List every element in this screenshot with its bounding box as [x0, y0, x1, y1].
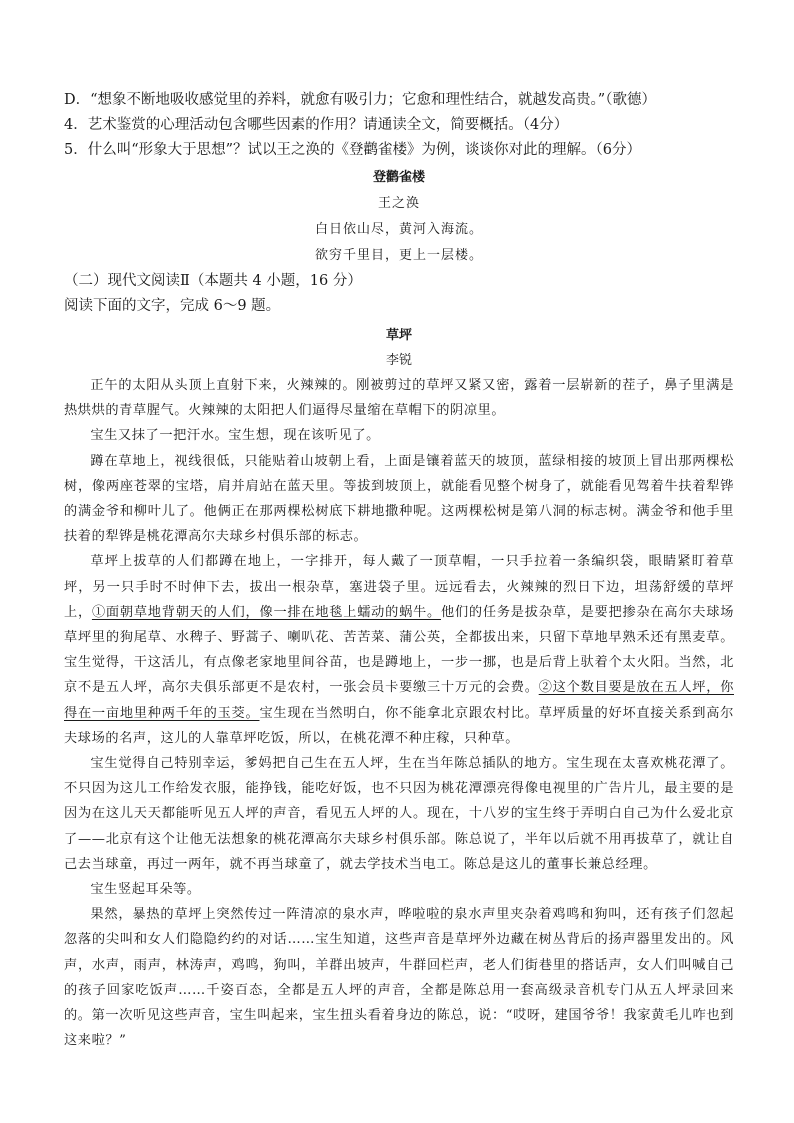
paragraph-text: 宝生现在当然明白，你不能拿北京跟农村比。草坪质量的好坏直接关系到高尔夫球场的名声，这儿的人靠草坪吃饭，所以，在桃花潭不种庄稼，只种草。 — [64, 705, 734, 746]
question-option-d: D．“想象不断地吸收感觉里的养料，就愈有吸引力；它愈和理性结合，就越发高贵。”（歌德） — [64, 92, 656, 108]
article-author: 李锐 — [385, 353, 412, 368]
question-4: 4．艺术鉴赏的心理活动包含哪些因素的作用？请通读全文，简要概括。（4分） — [64, 117, 569, 133]
article-title: 草坪 — [385, 328, 412, 343]
article-paragraph: 果然，暴热的草坪上突然传过一阵清凉的泉水声，哗啦啦的泉水声里夹杂着鸡鸣和狗叫，还有孩子们忽起忽落的尖叫和女人们隐隐约约的对话……宝生知道，这些声音是草坪外边藏在树丛背后的扬声器里发出的。风声，水声，雨声，林涛声，鸡鸣，狗叫，羊群出坡声，牛群回栏声，老人们街巷里的搭话声，女人们叫喊自己的孩子回家吃饭声……千姿百态，全都是五人坪的声音，全都是陈总用一套高级录音机专门从五人坪录回来的。第一次听见这些声音，宝生叫起来，宝生扭头看着身边的陈总，说：“哎呀，建国爷爷！我家黄毛儿咋也到这来啦？” — [64, 907, 734, 1049]
underlined-sentence-2: ②这个数目要是放在五人坪，你得在一亩地里种两千年的玉茭。 — [64, 680, 734, 721]
poem-author: 王之涣 — [377, 196, 420, 211]
article-paragraph — [64, 549, 734, 751]
poem-title: 登鹳雀楼 — [372, 170, 425, 185]
underlined-sentence-1: ①面朝草地背朝天的人们，像一排在地毯上蠕动的蜗牛。 — [91, 604, 441, 620]
section-instruction: 阅读下面的文字，完成 6～9 题。 — [64, 298, 281, 314]
paragraph-text: 草坪上拔草的人们都蹲在地上，一字排开，每人戴了一顶草帽，一只手拉着一条编织袋，眼睛紧盯着草坪，另一只手时不时伸下去，拔出一根杂草，塞进袋子里。远远看去，火辣辣的烈日下边，坦荡舒缓的草坪上， — [64, 554, 734, 620]
article-paragraph: 宝生竖起耳朵等。 — [90, 882, 201, 898]
paragraph-text: 他们的任务是拔杂草，是要把掺杂在高尔夫球场草坪里的狗尾草、水稗子、野蒿子、喇叭花、苦苦菜、蒲公英，全都拔出来，只留下草地早熟禾还有黑麦草。宝生觉得，干这活儿，有点像老家地里间谷苗，也是蹲地上，一步一挪，也是后背上驮着个太火阳。当然，北京不是五人坪，高尔夫俱乐部更不是农村，一张会员卡要缴三十万元的会费。 — [64, 604, 735, 696]
poem-line: 白日依山尽，黄河入海流。 — [314, 222, 483, 237]
article-paragraph: 正午的太阳从头顶上直射下来，火辣辣的。刚被剪过的草坪又紧又密，露着一层崭新的茬子，鼻子里满是热烘烘的青草腥气。火辣辣的太阳把人们逼得尽量缩在草帽下的阴凉里。 — [64, 378, 734, 419]
question-5: 5．什么叫“形象大于思想”？试以王之涣的《登鹳雀楼》为例，谈谈你对此的理解。（6分） — [64, 142, 642, 158]
article-paragraph: 蹲在草地上，视线很低，只能贴着山坡朝上看，上面是镶着蓝天的坡顶，蓝绿相接的坡顶上冒出那两棵松树，像两座苍翠的宝塔，肩并肩站在蓝天里。等拔到坡顶上，就能看见整个树身了，就能看见驾着牛扶着犁铧的满金爷和柳叶儿了。他俩正在那两棵松树底下耕地撒种呢。这两棵松树是第八洞的标志树。满金爷和他手里扶着的犁铧是桃花潭高尔夫球乡村俱乐部的标志。 — [64, 453, 734, 545]
poem-line: 欲穷千里目，更上一层楼。 — [314, 248, 483, 263]
article-paragraph: 宝生觉得自己特别幸运，爹妈把自己生在五人坪，生在当年陈总插队的地方。宝生现在太喜欢桃花潭了。不只因为这儿工作给发衣服，能挣钱，能吃好饭，也不只因为桃花潭漂亮得像电视里的广告片儿，最主要的是因为在这儿天天都能听见五人坪的声音，看见五人坪的人。现在，十八岁的宝生终于弄明白自己为什么爱北京了——北京有这个让他无法想象的桃花潭高尔夫球乡村俱乐部。陈总说了，半年以后就不用再拔草了，就让自己去当球童，再过一两年，就不再当球童了，就去学技术当电工。陈总是这儿的董事长兼总经理。 — [64, 756, 734, 872]
section-heading: （二）现代文阅读Ⅱ（本题共 4 小题，16 分） — [64, 273, 362, 289]
article-paragraph: 宝生又抹了一把汗水。宝生想，现在该听见了。 — [90, 428, 380, 444]
